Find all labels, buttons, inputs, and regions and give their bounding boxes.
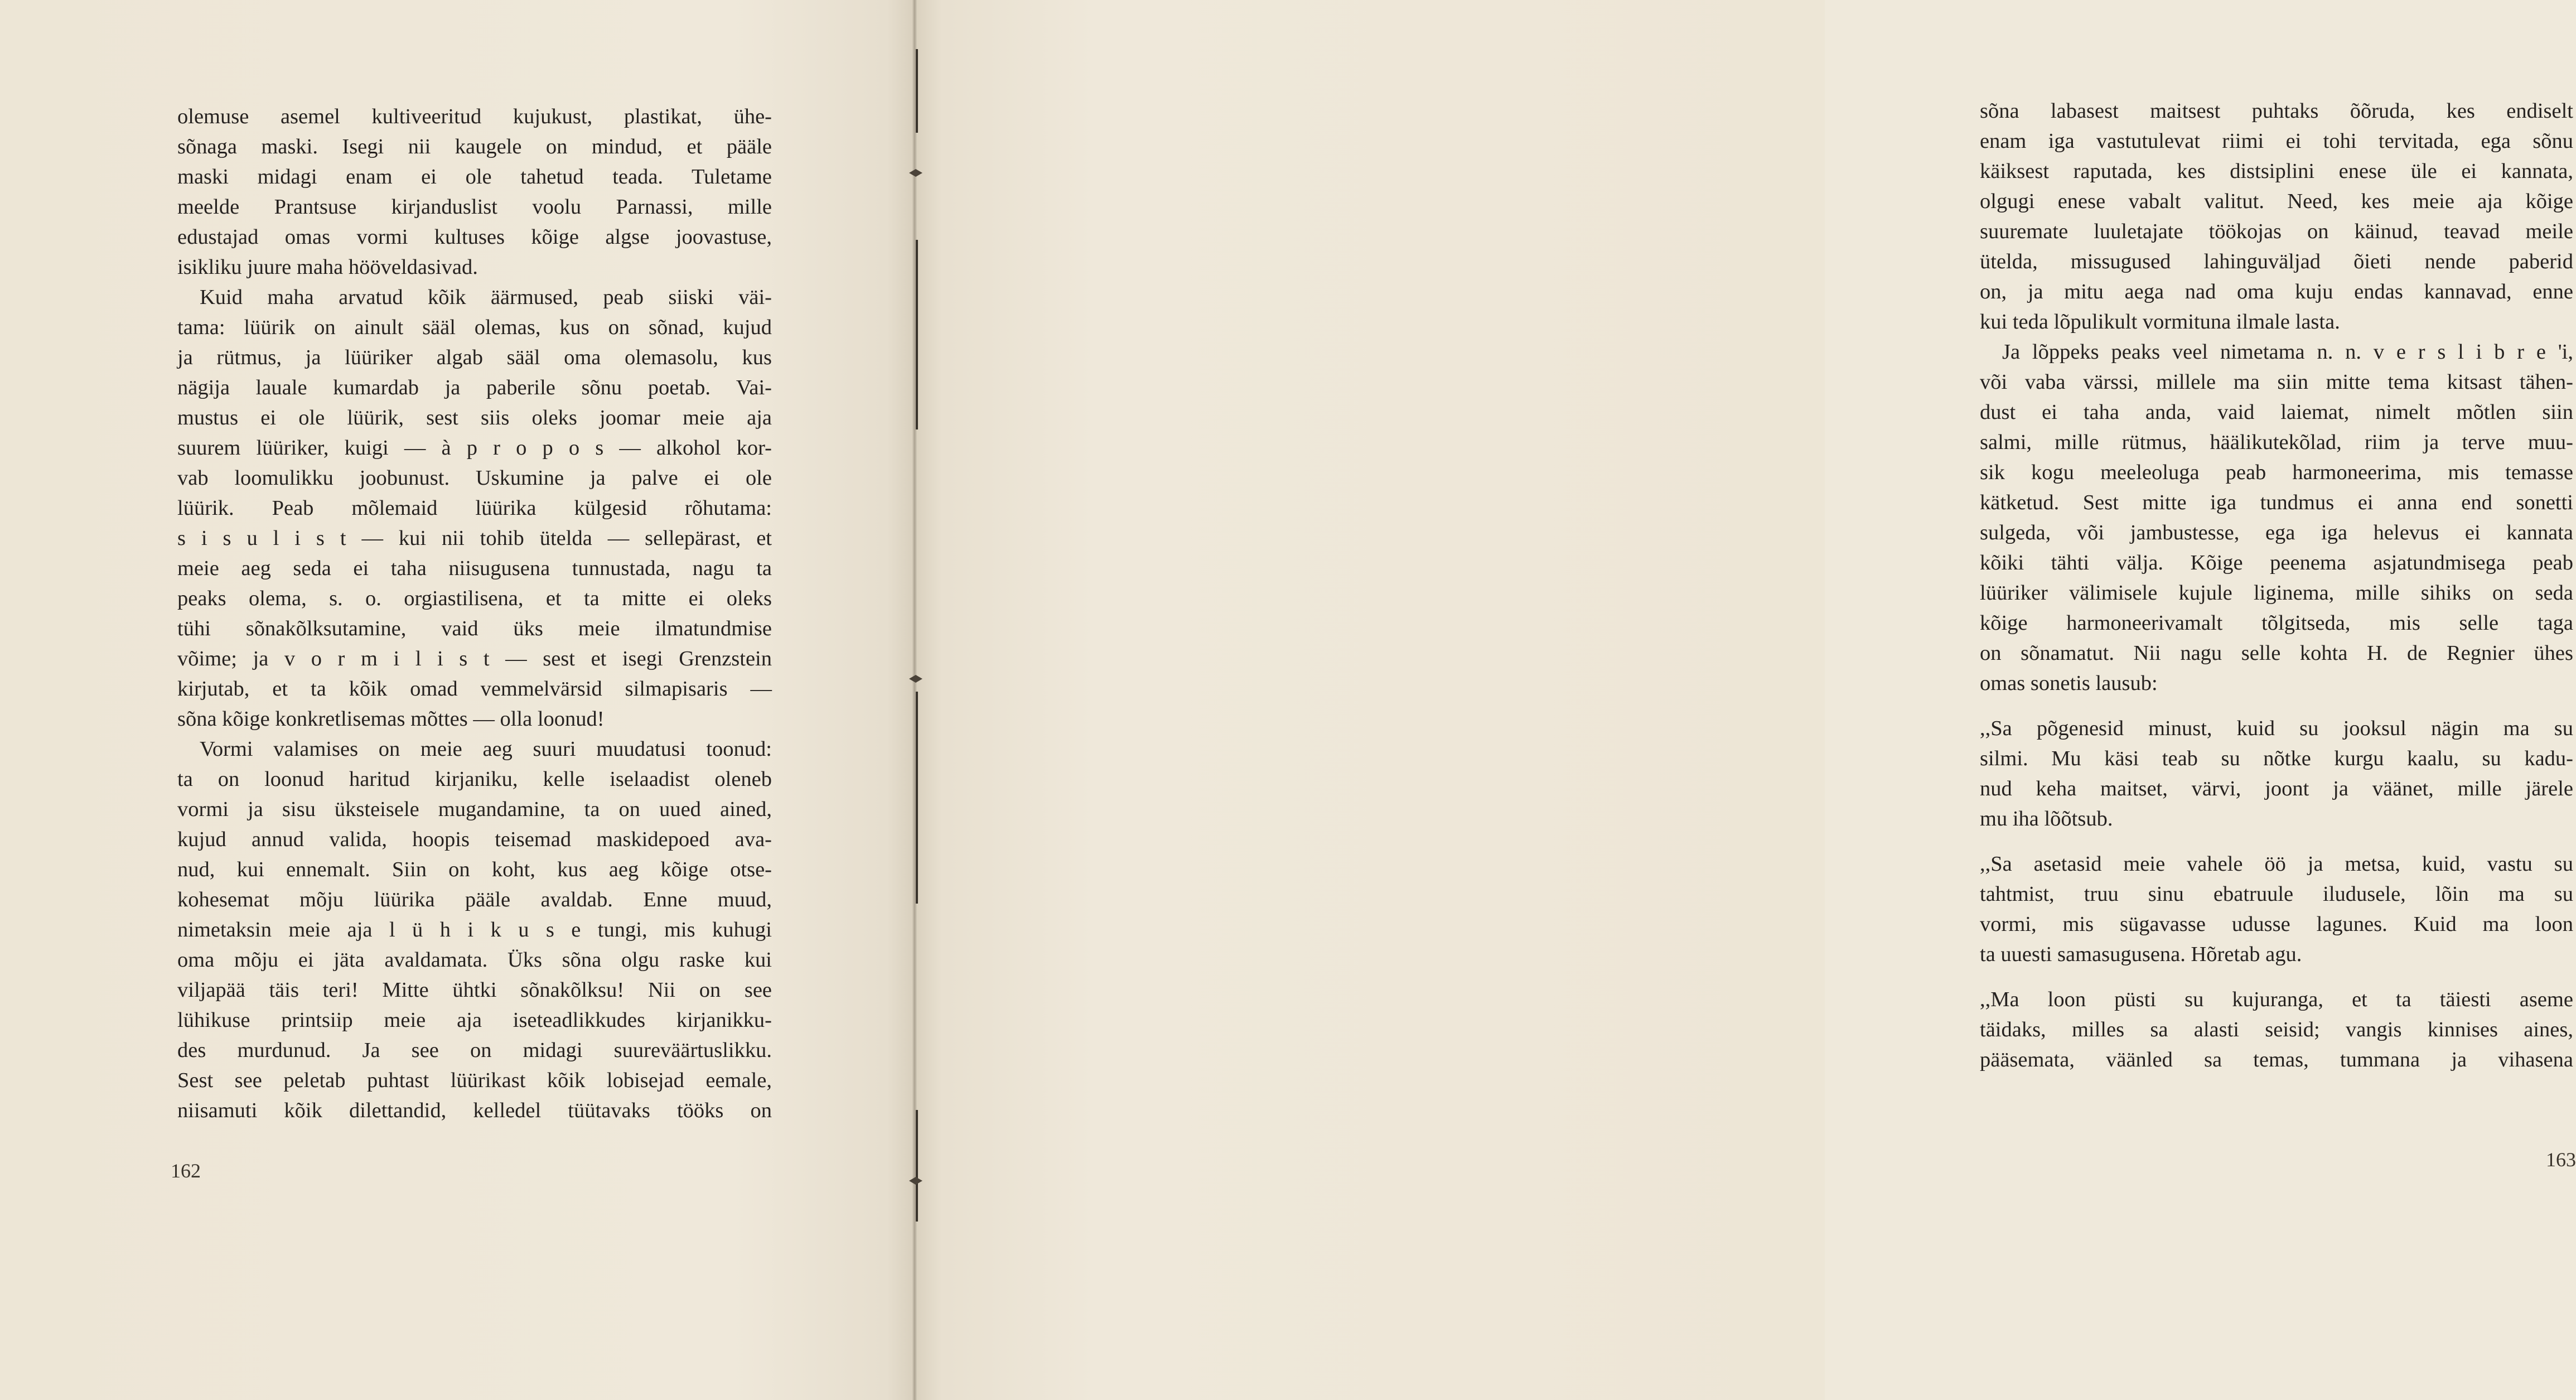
text-line: kõiki tähti välja. Kõige peenema asjatundmisega peab (1980, 551, 2573, 575)
text-line: dust ei taha anda, vaid laiemat, nimelt mõtlen siin (1980, 400, 2573, 424)
text-line: kohesemat mõju lüürika pääle avaldab. Enne muud, (177, 888, 772, 911)
text-line: niisamuti kõik dilettandid, kelledel tüütavaks tööks on (177, 1099, 772, 1122)
text-line: meelde Prantsuse kirjanduslist voolu Parnassi, mille (177, 195, 772, 219)
binding-thread (916, 49, 918, 133)
text-line: ,,Sa asetasid meie vahele öö ja metsa, kuid, vastu su (1980, 852, 2573, 876)
stanza-gap (1980, 969, 2573, 984)
page-number: 162 (171, 1160, 201, 1182)
text-line: silmi. Mu käsi teab su nõtke kurgu kaalu, su kadu- (1980, 747, 2573, 770)
text-line: ütelda, missugused lahinguväljad õieti nende paberid (1980, 250, 2573, 273)
text-line: oma mõju ei jäta avaldamata. Üks sõna olgu raske kui (177, 948, 772, 972)
text-line: nud, kui ennemalt. Siin on koht, kus aeg kõige otse- (177, 858, 772, 881)
text-line: mustus ei ole lüürik, sest siis oleks joomar meie aja (177, 406, 772, 429)
text-line: lühikuse printsiip meie aja iseteadlikkudes kirjanikku- (177, 1008, 772, 1032)
text-line: Vormi valamises on meie aeg suuri muudatusi toonud: (200, 737, 772, 761)
text-line: vormi ja sisu üksteisele mugandamine, ta on uued ained, (177, 798, 772, 821)
text-line: sõna kõige konkretlisemas mõttes — olla loonud! (177, 707, 605, 731)
text-line: sõna labasest maitsest puhtaks õõruda, kes endiselt (1980, 99, 2573, 123)
text-line: maski midagi enam ei ole tahetud teada. Tuletame (177, 165, 772, 189)
text-line: või vaba värssi, millele ma siin mitte tema kitsast tähen- (1980, 370, 2573, 394)
text-line: edustajad omas vormi kultuses kõige algse joovastuse, (177, 225, 772, 249)
text-line: nimetaksin meie aja l ü h i k u s e tungi, mis kuhugi (177, 918, 772, 942)
text-line: ta on loonud haritud kirjaniku, kelle iselaadist oleneb (177, 767, 772, 791)
text-line: lüürik. Peab mõlemaid lüürika külgesid rõhutama: (177, 496, 772, 520)
text-line: tahtmist, truu sinu ebatruule iludusele, lõin ma su (1980, 882, 2573, 906)
text-line: pääsemata, väänled sa temas, tummana ja vihasena (1980, 1048, 2573, 1071)
text-line: tama: lüürik on ainult sääl olemas, kus on sõnad, kujud (177, 316, 772, 339)
right-page (915, 0, 2576, 1400)
text-line: ja rütmus, ja lüüriker algab sääl oma olemasolu, kus (177, 346, 772, 369)
text-line: on sõnamatut. Nii nagu selle kohta H. de Regnier ühes (1980, 641, 2573, 665)
text-line: Kuid maha arvatud kõik äärmused, peab siiski väi- (200, 286, 772, 309)
text-line: vab loomulikku joobunust. Uskumine ja palve ei ole (177, 466, 772, 490)
text-line: suuremate luuletajate töökojas on käinud, teavad meile (1980, 220, 2573, 243)
left-page (0, 0, 915, 1400)
text-line: sulgeda, või jambustesse, ega iga helevus ei kannata (1980, 521, 2573, 544)
text-line: meie aeg seda ei taha niisugusena tunnustada, nagu ta (177, 557, 772, 580)
text-line: nägija lauale kumardab ja paberile sõnu poetab. Vai- (177, 376, 772, 399)
text-line: tühi sõnakõlksutamine, vaid üks meie ilmatundmise (177, 617, 772, 640)
binding-thread (916, 692, 918, 904)
text-line: nud keha maitset, värvi, joont ja väänet, mille järele (1980, 777, 2573, 800)
stanza-gap (1980, 698, 2573, 713)
text-line: vormi, mis sügavasse udusse lagunes. Kuid ma loon (1980, 913, 2573, 936)
binding-thread (916, 240, 918, 429)
text-line: ,,Sa põgenesid minust, kuid su jooksul nägin ma su (1980, 717, 2573, 740)
text-line: olemuse asemel kultiveeritud kujukust, plastikat, ühe- (177, 105, 772, 128)
text-line: sõnaga maski. Isegi nii kaugele on mindud, et pääle (177, 135, 772, 158)
page-number: 163 (2546, 1148, 2576, 1171)
text-line: viljapää täis teri! Mitte ühtki sõnakõlksu! Nii on see (177, 978, 772, 1002)
text-line: ,,Ma loon püsti su kujuranga, et ta täiesti aseme (1980, 988, 2573, 1011)
text-line: salmi, mille rütmus, häälikutekõlad, riim ja terve muu- (1980, 431, 2573, 454)
text-line: kõige harmoneerivamalt tõlgitseda, mis selle taga (1980, 611, 2573, 635)
right-page-text (1980, 96, 2573, 1075)
text-line: lüüriker välimisele kujule liginema, mille sihiks on seda (1980, 581, 2573, 605)
text-line: on, ja mitu aega nad oma kuju endas kannavad, enne (1980, 280, 2573, 303)
text-line: ta uuesti samasugusena. Hõretab agu. (1980, 943, 2302, 966)
text-line: Ja lõppeks peaks veel nimetama n. n. v e r s l i b r e 'i, (2002, 340, 2573, 364)
text-line: suurem lüüriker, kuigi — à p r o p o s — alkohol kor- (177, 436, 772, 460)
left-page-text (177, 102, 772, 1126)
text-line: kirjutab, et ta kõik omad vemmelvärsid silmapisaris — (177, 677, 772, 701)
text-line: omas sonetis lausub: (1980, 672, 2158, 695)
text-line: kujud annud valida, hoopis teisemad maskidepoed ava- (177, 828, 772, 851)
text-line: enam iga vastutulevat riimi ei tohi tervitada, ega sõnu (1980, 129, 2573, 153)
text-line: võime; ja v o r m i l i s t — sest et isegi Grenzstein (177, 647, 772, 670)
text-line: Sest see peletab puhtast lüürikast kõik lobisejad eemale, (177, 1069, 772, 1092)
text-line: peaks olema, s. o. orgiastilisena, et ta mitte ei oleks (177, 587, 772, 610)
text-line: kätketud. Sest mitte iga tundmus ei anna end sonetti (1980, 491, 2573, 514)
text-line: mu iha lõõtsub. (1980, 807, 2113, 831)
text-line: isikliku juure maha hööveldasivad. (177, 255, 478, 279)
text-line: s i s u l i s t — kui nii tohib ütelda — sellepärast, et (177, 527, 772, 550)
text-line: olgugi enese vabalt valitut. Need, kes meie aja kõige (1980, 190, 2573, 213)
binding-thread (916, 1110, 918, 1222)
text-line: täidaks, milles sa alasti seisid; vangis kinnises aines, (1980, 1018, 2573, 1041)
text-line: sik kogu meeleoluga peab harmoneerima, mis temasse (1980, 461, 2573, 484)
stanza-gap (1980, 834, 2573, 849)
text-line: des murdunud. Ja see on midagi suureväärtuslikku. (177, 1039, 772, 1062)
text-line: käiksest raputada, kes distsiplini enese üle ei kannata, (1980, 160, 2573, 183)
text-line: kui teda lõpulikult vormituna ilmale lasta. (1980, 310, 2340, 334)
